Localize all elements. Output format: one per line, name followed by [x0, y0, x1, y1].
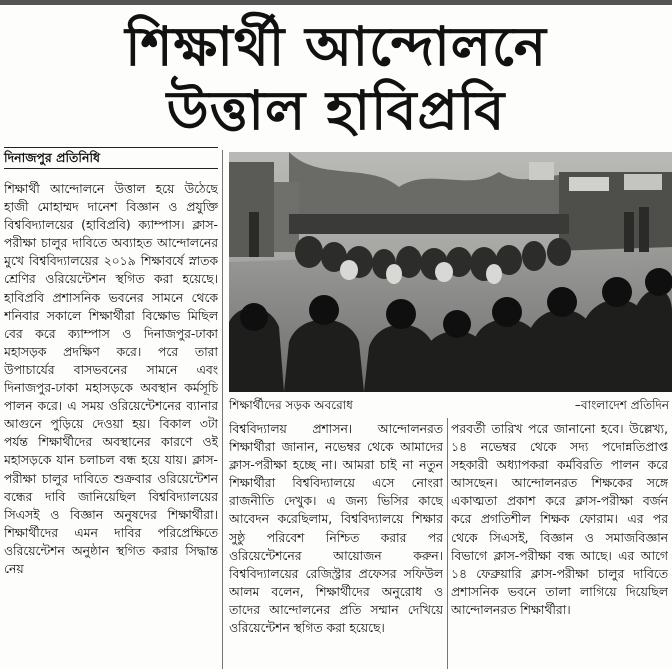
article-column-1: শিক্ষার্থী আন্দোলনে উত্তাল হয়ে উঠেছে হাজী মোহাম্মদ দানেশ বিজ্ঞান ও প্রযুক্তি বিশ্ববিদ্যালয়ের (হাবিপ্রবি) ক্যাম্পাস। ক্লাস-পরীক্ষা চালুর দাবিতে অব্যাহত আন্দোলনের মুখে বিশ্ববিদ্যালয়ের ২০১৯ শিক্ষাবর্ষে স্নাতক শ্রেণির ওরিয়েন্টেশন স্থগিত করা হয়েছে। হাবিপ্রবি প্রশাসনিক ভবনের সামনে থেকে শনিবার সকালে শিক্ষার্থীরা বিক্ষোভ মিছিল বের করে ক্যাম্পাস ও দিনাজপুর-ঢাকা মহাসড়ক প্রদক্ষিণ করে। পরে তারা উপাচার্যের বাসভবনের সামনে এবং দিনাজপুর-ঢাকা মহাসড়কে অবস্থান কর্মসূচি পালন করে। এ সময় ওরিয়েন্টেশনের ব্যানার আগুনে পুড়িয়ে দেওয়া হয়। বিকাল ৩টা পর্যন্ত শিক্ষার্থীদের অবস্থানের কারণে ওই মহাসড়কে যান চলাচল বন্ধ হয়ে যায়। ক্লাস-পরীক্ষা চালুর দাবিতে শুক্রবার ওরিয়েন্টেশন বন্ধের দাবি জানিয়েছিল বিশ্ববিদ্যালয়ের সিএসই ও বিজ্ঞান অনুষদের শিক্ষার্থীরা। শিক্ষার্থীদের এমন দাবির পরিপ্রেক্ষিতে ওরিয়েন্টেশন অনুষ্ঠান স্থগিত করার সিদ্ধান্ত নেয়	[4, 182, 218, 576]
byline: দিনাজপুর প্রতিনিধি	[4, 150, 101, 165]
photo-credit: –বাংলাদেশ প্রতিদিন	[574, 398, 669, 412]
photo-caption: শিক্ষার্থীদের সড়ক অবরোধ	[229, 398, 353, 412]
byline-top-rule	[4, 147, 218, 148]
protest-photo-image	[229, 152, 672, 392]
article-column-3: পরবর্তী তারিখ পরে জানানো হবে। উল্লেখ্য, ১৪ নভেম্বর থেকে সদ্য পদোন্নতিপ্রাপ্ত সহকারী অধ্যাপকরা কর্মবিরতি পালন করে আসছেন। আন্দোলনরত শিক্ষকের সঙ্গে একাত্মতা প্রকাশ করে ক্লাস-পরীক্ষা বর্জন করে প্রগতিশীল শিক্ষক ফোরাম। এর পর থেকে সিএসই, বিজ্ঞান ও সমাজবিজ্ঞান বিভাগে ক্লাস-পরীক্ষা বন্ধ আছে। এর আগে ১৪ ফেব্রুয়ারি ক্লাস-পরীক্ষা চালুর দাবিতে প্রশাসনিক ভবনে তালা লাগিয়ে দিয়েছিল আন্দোলনরত শিক্ষার্থীরা।	[451, 422, 668, 617]
byline-bottom-rule	[4, 168, 218, 169]
protest-photo	[229, 152, 672, 392]
headline-line-2: উত্তাল হাবিপ্রবি	[166, 79, 506, 142]
column-divider-1	[222, 150, 223, 669]
article-column-2: বিশ্ববিদ্যালয় প্রশাসন। আন্দোলনরত শিক্ষার্থীরা জানান, নভেম্বর থেকে আমাদের ক্লাস-পরীক্ষা হচ্ছে না। আমরা চাই না নতুন শিক্ষার্থীরা বিশ্ববিদ্যালয়ে এসে নোংরা রাজনীতি দেখুক। এ জন্য ভিসির কাছে আবেদন করেছিলাম, বিশ্ববিদ্যালয়ে শিক্ষার সুষ্ঠু পরিবেশ নিশ্চিত করার পর ওরিয়েন্টেশনের আয়োজন করুন। বিশ্ববিদ্যালয়ের রেজিস্ট্রার প্রফেসর সফিউল আলম বলেন, শিক্ষার্থীদের অনুরোধ ও তাদের আন্দোলনের প্রতি সম্মান দেখিয়ে ওরিয়েন্টেশন স্থগিত করা হয়েছে।	[229, 422, 443, 636]
top-border	[0, 0, 672, 5]
photo-caption-row	[229, 397, 669, 417]
headline-line-1: শিক্ষার্থী আন্দোলনে	[125, 15, 547, 78]
column-divider-2	[447, 418, 448, 669]
